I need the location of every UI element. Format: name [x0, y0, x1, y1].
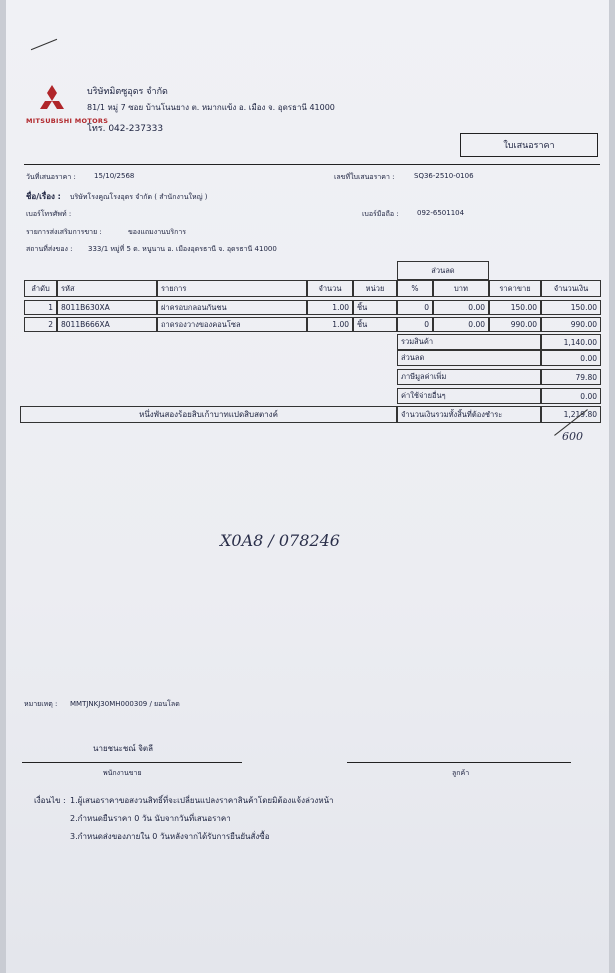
mobile-value: 092-6501104 — [417, 209, 465, 217]
customer-signature-line — [347, 762, 571, 763]
col-amount: จำนวนเงิน — [541, 280, 601, 297]
date-value: 15/10/2568 — [94, 172, 135, 180]
table-row-1-pct: 0 — [397, 300, 433, 315]
company-address: 81/1 หมู่ 7 ซอย บ้านโนนยาง ต. หมากแข้ง อ. เมือง จ. อุดรธานี 41000 — [87, 103, 335, 112]
conditions-label: เงื่อนไข : — [34, 796, 66, 805]
discount-label: ส่วนลด — [397, 350, 541, 366]
col-qty: จำนวน — [307, 280, 353, 297]
remark-label: หมายเหตุ : — [24, 700, 58, 708]
vat-value: 79.80 — [541, 369, 601, 385]
col-price: ราคาขาย — [489, 280, 541, 297]
col-pct: % — [397, 280, 433, 297]
table-row-2-amount: 990.00 — [541, 317, 601, 332]
mitsubishi-logo — [26, 84, 109, 125]
col-unit: หน่วย — [353, 280, 397, 297]
three-diamonds-icon — [26, 84, 78, 114]
table-row-2-pct: 0 — [397, 317, 433, 332]
address-value: 333/1 หมู่ที่ 5 ต. หนูนาน อ. เมืองอุดรธานี จ. อุดรธานี 41000 — [88, 245, 277, 253]
salesperson-role: พนักงานขาย — [103, 769, 142, 777]
table-row-1-code: 8011B630XA — [57, 300, 157, 315]
date-label: วันที่เสนอราคา : — [26, 173, 76, 181]
remark-value: MMTJNKJ30MH000309 / ยอนโลด — [70, 700, 180, 708]
condition-item-2: 2.กำหนดยืนราคา 0 วัน นับจากวันที่เสนอราคา — [70, 814, 231, 823]
quote-no-label: เลขที่ใบเสนอราคา : — [334, 173, 395, 181]
col-desc: รายการ — [157, 280, 307, 297]
table-row-2-desc: ถาดรองวางของคอนโซล — [157, 317, 307, 332]
handwritten-center-note: X0A8 / 078246 — [220, 531, 340, 550]
brand-text: MITSUBISHI MOTORS — [26, 117, 109, 125]
subtotal-label: รวมสินค้า — [397, 334, 541, 350]
discount-header: ส่วนลด — [397, 261, 489, 280]
col-no: ลำดับ — [24, 280, 57, 297]
subtotal-value: 1,140.00 — [541, 334, 601, 350]
col-baht: บาท — [433, 280, 489, 297]
customer-role: ลูกค้า — [452, 769, 470, 777]
condition-item-3: 3.กำหนดส่งของภายใน 0 วันหลังจากได้รับการยืนยันสั่งซื้อ — [70, 832, 270, 841]
vat-label: ภาษีมูลค่าเพิ่ม — [397, 369, 541, 385]
table-row-1-desc: ฝาครอบกลอนกันชน — [157, 300, 307, 315]
table-row-2-baht: 0.00 — [433, 317, 489, 332]
sales-value: ของแถมงานบริการ — [128, 228, 187, 236]
table-row-1-amount: 150.00 — [541, 300, 601, 315]
grand-total-label: จำนวนเงินรวมทั้งสิ้นที่ต้องชำระ — [397, 406, 541, 423]
table-row-1-price: 150.00 — [489, 300, 541, 315]
handwritten-total-note: 600 — [562, 430, 583, 443]
mobile-label: เบอร์มือถือ : — [362, 210, 399, 218]
table-row-2-no: 2 — [24, 317, 57, 332]
table-row-1-qty: 1.00 — [307, 300, 353, 315]
header-divider — [24, 164, 600, 165]
table-row-2-code: 8011B666XA — [57, 317, 157, 332]
company-phone: โทร. 042-237333 — [87, 124, 164, 134]
address-label: สถานที่ส่งของ : — [26, 245, 73, 253]
customer-value: บริษัทโรงคูณโรงอุดร จำกัด ( สำนักงานใหญ่ ) — [70, 193, 208, 201]
table-row-1-no: 1 — [24, 300, 57, 315]
table-row-2-price: 990.00 — [489, 317, 541, 332]
table-row-2-unit: ชิ้น — [353, 317, 397, 332]
document-title: ใบเสนอราคา — [460, 133, 598, 157]
salesperson-name: นายชนะชณ์ จิตลี — [93, 744, 154, 753]
condition-item-1: 1.ผู้เสนอราคาขอสงวนสิทธิ์ที่จะเปลี่ยนแปลงราคาสินค้าโดยมิต้องแจ้งล่วงหน้า — [70, 796, 334, 805]
discount-value: 0.00 — [541, 350, 601, 366]
amount-in-words: หนึ่งพันสองร้อยสิบเก้าบาทแปดสิบสตางค์ — [20, 406, 397, 423]
customer-label: ชื่อ/เรื่อง : — [26, 192, 61, 201]
col-code: รหัส — [57, 280, 157, 297]
company-name: บริษัทมิตซูอุดร จำกัด — [87, 87, 168, 97]
table-row-1-baht: 0.00 — [433, 300, 489, 315]
quote-no-value: SQ36-2510-0106 — [414, 172, 474, 180]
salesperson-signature-line — [22, 762, 242, 763]
sales-label: รายการส่งเสริมการขาย : — [26, 228, 102, 236]
other-charges-label: ค่าใช้จ่ายอื่นๆ — [397, 388, 541, 404]
table-row-1-unit: ชิ้น — [353, 300, 397, 315]
grand-total-value: 1,219.80 — [541, 406, 601, 423]
phone-label: เบอร์โทรศัพท์ : — [26, 210, 72, 218]
table-row-2-qty: 1.00 — [307, 317, 353, 332]
other-charges-value: 0.00 — [541, 388, 601, 404]
